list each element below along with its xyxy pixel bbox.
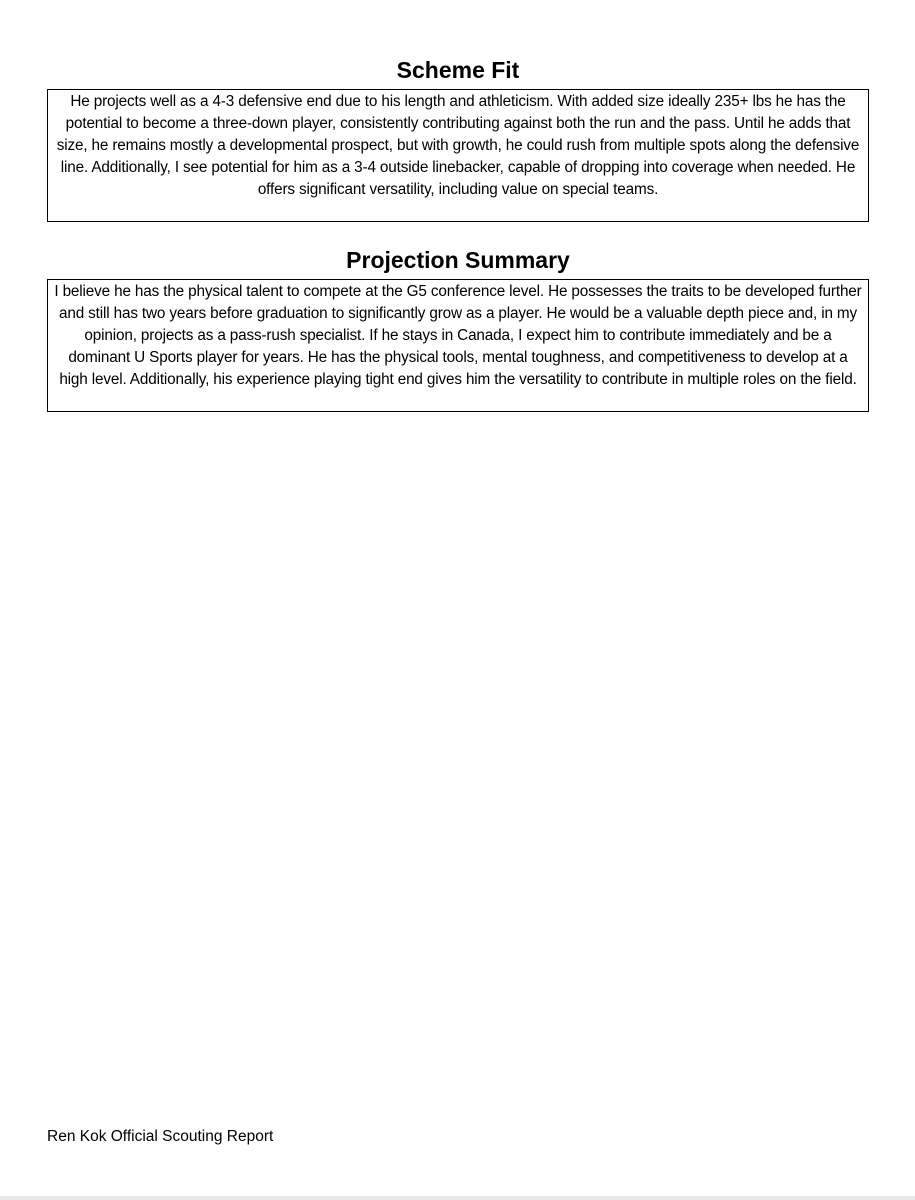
scheme-fit-box: [47, 89, 869, 222]
report-footer: Ren Kok Official Scouting Report: [47, 1128, 274, 1145]
projection-summary-text: I believe he has the physical talent to compete at the G5 conference level. He possesses the traits to be developed further and still has two years before graduation to significantly grow as a player. He would be a valuable depth piece and, in my opinion, projects as a pass-rush specialist. If he stays in Canada, I expect him to contribute immediately and be a dominant U Sports player for years. He has the physical tools, mental toughness, and competitiveness to develop at a high level. Additionally, his experience playing tight end gives him the versatility to contribute in multiple roles on the field.: [54, 283, 862, 388]
scheme-fit-text: He projects well as a 4-3 defensive end due to his length and athleticism. With added size ideally 235+ lbs he has the potential to become a three-down player, consistently contributing against both the run and the pass. Until he adds that size, he remains mostly a developmental prospect, but with growth, he could rush from multiple spots along the defensive line. Additionally, I see potential for him as a 3-4 outside linebacker, capable of dropping into coverage when needed. He offers significant versatility, including value on special teams.: [56, 93, 860, 198]
scheme-fit-heading: Scheme Fit: [396, 57, 520, 83]
page-bottom-edge: [0, 1196, 915, 1200]
projection-summary-box: [47, 279, 869, 412]
projection-summary-heading: Projection Summary: [346, 247, 570, 273]
